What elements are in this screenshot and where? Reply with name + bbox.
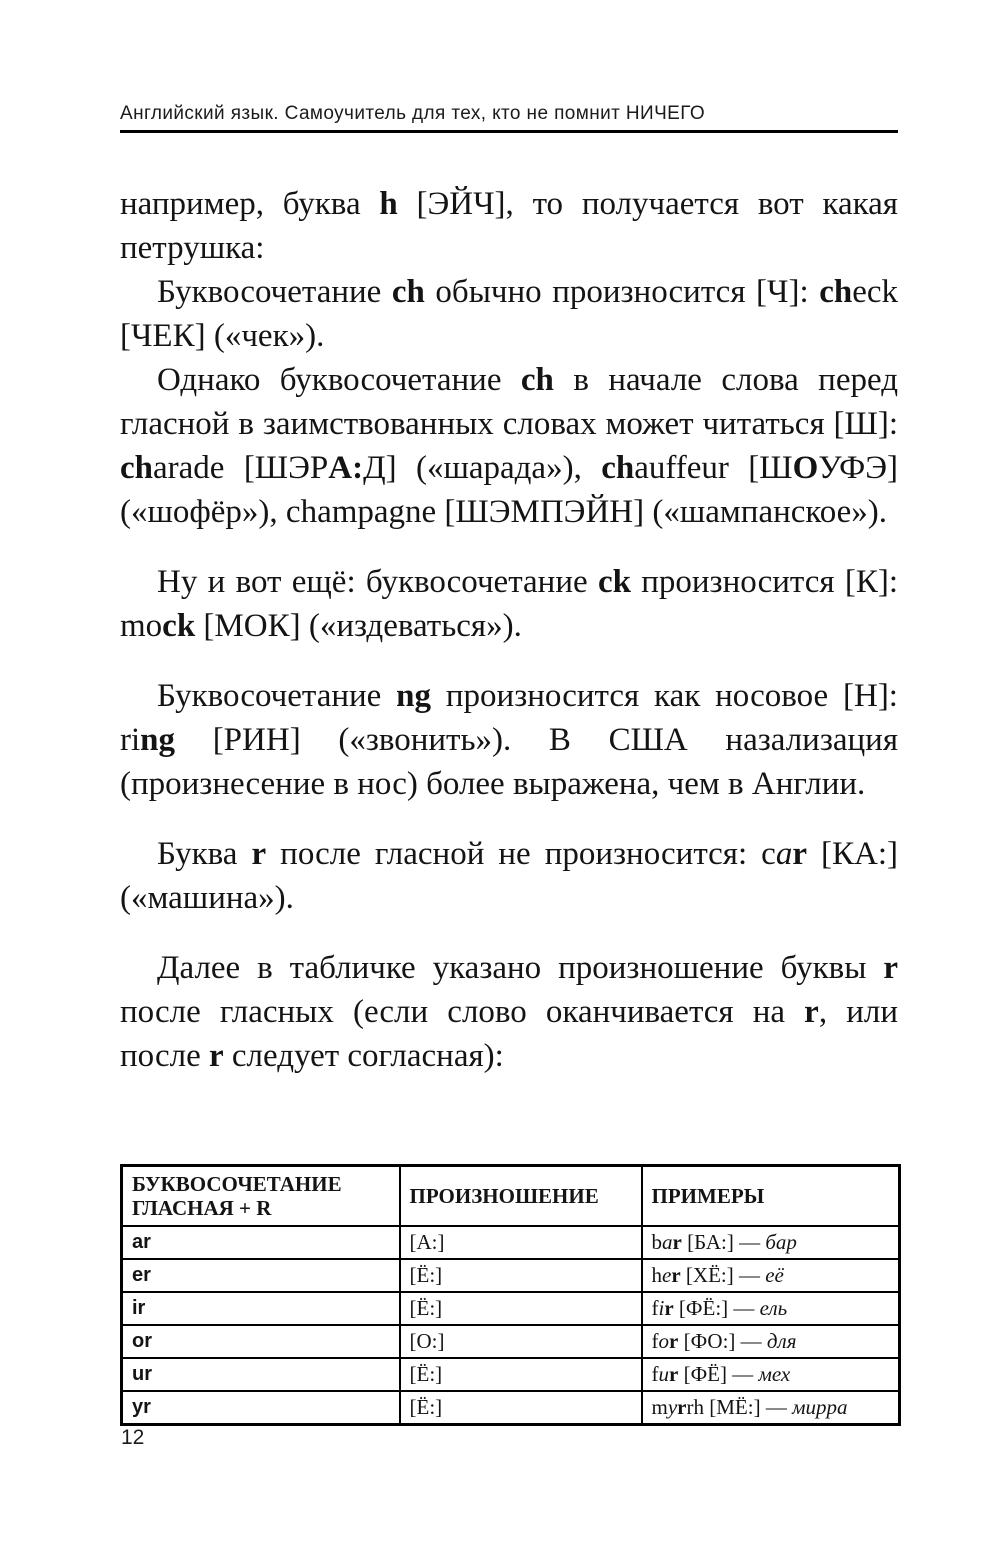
table-header-cell: [400, 1166, 642, 1227]
table-header-line: БУКВОСОЧЕТАНИЕ: [132, 1172, 342, 1196]
text-run: ng: [140, 722, 176, 758]
text-run: f: [651, 1296, 659, 1320]
text-run: О: [792, 450, 819, 486]
text-run: a: [775, 836, 793, 872]
text-run: Буквосочетание: [157, 678, 397, 714]
paragraph: [120, 358, 898, 534]
text-run: r: [669, 1362, 679, 1386]
text-run: y: [667, 1395, 678, 1419]
text-run: Буква: [157, 836, 252, 872]
text-run: r: [792, 836, 807, 872]
text-run: r: [664, 1296, 674, 1320]
text-run: r: [669, 1329, 679, 1353]
running-head-text: Английский язык. Самоучитель для тех, кто не помнит НИЧЕГО: [120, 103, 706, 124]
text-run: произносится как носовое [Н]: ri: [120, 678, 898, 758]
text-run: после гласных (если слово оканчивается на: [120, 994, 805, 1030]
text-run: её: [765, 1263, 784, 1287]
cell-letter-combo: yr: [122, 1391, 400, 1425]
text-run: [МОК] («издеваться»).: [195, 608, 522, 644]
text-run: f: [651, 1362, 659, 1386]
cell-pronunciation: [Ё:]: [400, 1292, 642, 1325]
table-header-cell: [122, 1166, 400, 1227]
text-run: h: [379, 186, 398, 222]
text-run: ель: [759, 1296, 788, 1320]
text-run: ch: [391, 274, 425, 310]
text-run: , или после: [120, 994, 898, 1074]
table-header-line: ПРИМЕРЫ: [651, 1184, 765, 1208]
text-run: [БА:] —: [681, 1230, 766, 1254]
text-run: ng: [396, 678, 432, 714]
text-run: ck: [162, 608, 196, 644]
text-run: УФЭ] («шофёр»), champagne [ШЭМПЭЙН] («шампанское»).: [120, 450, 898, 530]
paragraph: [120, 560, 898, 648]
text-run: Однако буквосочетание: [157, 362, 521, 398]
text-run: бар: [765, 1230, 797, 1254]
table-row: [122, 1292, 900, 1325]
text-run: [ФО:] —: [678, 1329, 767, 1353]
cell-pronunciation: [О:]: [400, 1325, 642, 1358]
text-run: a: [662, 1230, 673, 1254]
text-run: А:: [328, 450, 364, 486]
text-run: после гласной не произносится: c: [266, 836, 776, 872]
cell-example: [642, 1325, 900, 1358]
text-run: для: [766, 1329, 797, 1353]
cell-example: [642, 1292, 900, 1325]
text-run: r: [251, 836, 267, 872]
paragraph: [120, 832, 898, 920]
text-run: b: [651, 1230, 662, 1254]
cell-pronunciation: [Ё:]: [400, 1358, 642, 1391]
text-run: [ФЁ:] —: [673, 1296, 760, 1320]
text-run: Д] («шарада»),: [363, 450, 602, 486]
text-run: r: [672, 1230, 682, 1254]
text-run: eck [ЧЕК] («чек»).: [120, 274, 898, 354]
paragraph: [120, 182, 898, 270]
table-row: [122, 1325, 900, 1358]
text-run: e: [662, 1263, 672, 1287]
text-run: мирра: [792, 1395, 848, 1419]
text-run: ck: [597, 564, 631, 600]
text-run: ch: [601, 450, 635, 486]
text-run: auffeur [Ш: [634, 450, 793, 486]
text-run: следует согласная):: [223, 1038, 504, 1074]
cell-example: [642, 1358, 900, 1391]
running-head-rule: [120, 130, 898, 133]
page-number: 12: [121, 1426, 145, 1449]
text-run: m: [651, 1395, 668, 1419]
text-run: Далее в табличке указано произношение буквы: [157, 950, 884, 986]
paragraph: [120, 270, 898, 358]
text-run: мех: [758, 1362, 791, 1386]
table-header-line: ГЛАСНАЯ + R: [132, 1196, 272, 1220]
paragraph: [120, 946, 898, 1078]
table-header-cell: [642, 1166, 900, 1227]
paragraph: [120, 674, 898, 806]
text-run: r: [804, 994, 819, 1030]
text-run: i: [658, 1296, 665, 1320]
table-row: [122, 1391, 900, 1425]
text-run: обычно произносится [Ч]:: [424, 274, 820, 310]
text-run: [ХЁ:] —: [680, 1263, 766, 1287]
text-run: [КА:] («машина»).: [120, 836, 898, 916]
text-run: в начале слова перед гласной в заимствованных словах может читаться [Ш]:: [120, 362, 898, 442]
text-run: r: [677, 1395, 687, 1419]
text-run: ch: [520, 362, 554, 398]
text-run: h: [651, 1263, 662, 1287]
cell-example: [642, 1259, 900, 1292]
text-run: arade [ШЭР: [153, 450, 329, 486]
cell-letter-combo: ur: [122, 1358, 400, 1391]
cell-letter-combo: ar: [122, 1226, 400, 1259]
table-row: [122, 1226, 900, 1259]
text-run: rh [МЁ:] —: [686, 1395, 793, 1419]
cell-letter-combo: or: [122, 1325, 400, 1358]
cell-pronunciation: [Ё:]: [400, 1391, 642, 1425]
text-run: o: [658, 1329, 669, 1353]
text-run: произносится [К]: mo: [120, 564, 898, 644]
pronunciation-table: [120, 1164, 901, 1426]
text-run: [ФЁ] —: [678, 1362, 759, 1386]
text-run: Буквосочетание: [157, 274, 392, 310]
text-run: например, буква: [120, 186, 380, 222]
cell-example: [642, 1226, 900, 1259]
text-run: r: [883, 950, 898, 986]
text-run: f: [651, 1329, 659, 1353]
text-run: [ЭЙЧ], то получается вот какая петрушка:: [120, 186, 898, 266]
table-header-row: [122, 1166, 900, 1227]
text-run: r: [209, 1038, 224, 1074]
table-row: [122, 1358, 900, 1391]
text-run: u: [658, 1362, 669, 1386]
text-run: Ну и вот ещё: буквосочетание: [157, 564, 598, 600]
cell-letter-combo: er: [122, 1259, 400, 1292]
running-head: [120, 103, 898, 133]
text-run: ch: [120, 450, 153, 486]
cell-pronunciation: [А:]: [400, 1226, 642, 1259]
table-row: [122, 1259, 900, 1292]
text-run: ch: [819, 274, 853, 310]
text-run: [РИН] («звонить»). В США назализация (произнесение в нос) более выражена, чем в Англии.: [120, 722, 898, 802]
cell-pronunciation: [Ё:]: [400, 1259, 642, 1292]
page-body: [120, 182, 898, 1162]
table-header-line: ПРОИЗНОШЕНИЕ: [409, 1184, 599, 1208]
text-run: r: [671, 1263, 681, 1287]
cell-example: [642, 1391, 900, 1425]
cell-letter-combo: ir: [122, 1292, 400, 1325]
